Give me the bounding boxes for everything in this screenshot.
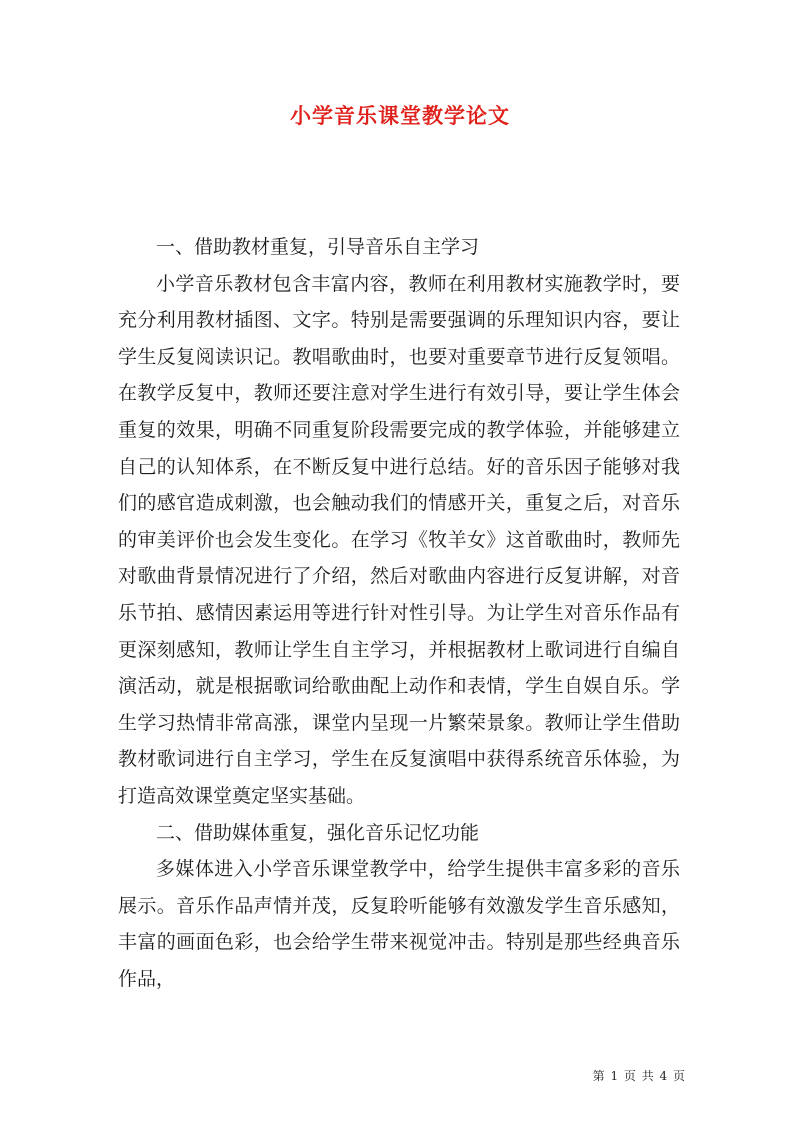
section-paragraph-2: 多媒体进入小学音乐课堂教学中，给学生提供丰富多彩的音乐展示。音乐作品声情并茂，反复聆听能够有效激发学生音乐感知，丰富的画面色彩，也会给学生带来视觉冲击。特别是那些经典音乐作品， — [118, 858, 680, 990]
page-title: 小学音乐课堂教学论文 — [290, 103, 510, 128]
section-heading-1: 一、借助教材重复，引导音乐自主学习 — [156, 236, 480, 258]
section-paragraph-1: 小学音乐教材包含丰富内容，教师在利用教材实施教学时，要充分利用教材插图、文字。特别是需要强调的乐理知识内容，要让学生反复阅读识记。教唱歌曲时，也要对重要章节进行反复领唱。在教学反复中，教师还要注意对学生进行有效引导，要让学生体会重复的效果，明确不同重复阶段需要完成的教学体验，并能够建立自己的认知体系，在不断反复中进行总结。好的音乐因子能够对我们的感官造成刺激，也会触动我们的情感开关，重复之后，对音乐的审美评价也会发生变化。在学习《牧羊女》这首歌曲时，教师先对歌曲背景情况进行了介绍，然后对歌曲内容进行反复讲解，对音乐节拍、感情因素运用等进行针对性引导。为让学生对音乐作品有更深刻感知，教师让学生自主学习，并根据教材上歌词进行自编自演活动，就是根据歌词给歌曲配上动作和表情，学生自娱自乐。学生学习热情非常高涨，课堂内呈现一片繁荣景象。教师让学生借助教材歌词进行自主学习，学生在反复演唱中获得系统音乐体验，为打造高效课堂奠定坚实基础。 — [118, 272, 680, 807]
section-heading-2: 二、借助媒体重复，强化音乐记忆功能 — [156, 821, 480, 844]
document-body — [118, 229, 680, 997]
page-number-footer: 第 1 页 共 4 页 — [592, 1069, 686, 1083]
